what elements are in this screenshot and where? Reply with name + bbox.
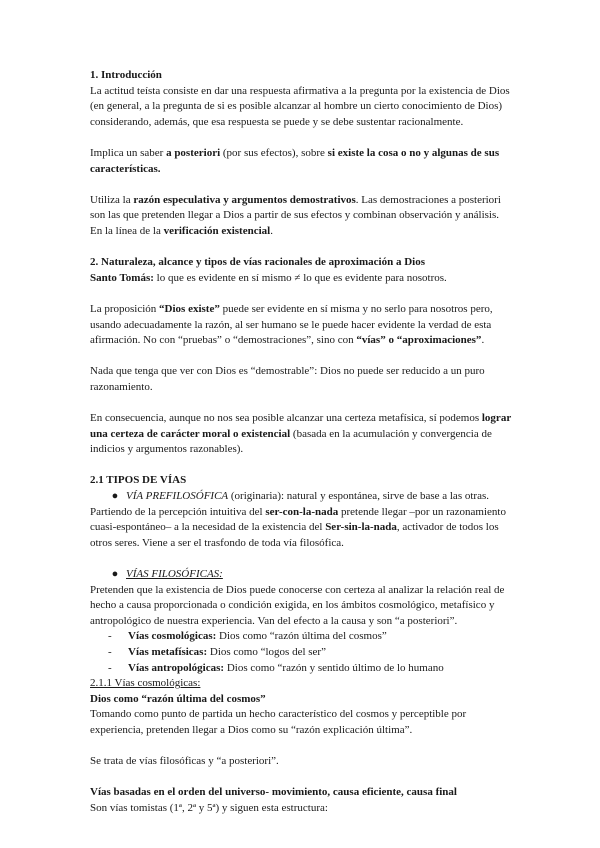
heading-text: 1. Introducción — [90, 69, 162, 81]
section-2-heading: 2. Naturaleza, alcance y tipos de vías racionales de aproximación a Dios — [90, 256, 425, 269]
intro-paragraph: La actitud teísta consiste en dar una respuesta afirmativa a la pregunta por la existencia de Dios (en general, a la pregunta de si es posible alcanzar al hombre un cierto conocimiento de Dios) considerando, además, que esa respuesta se puede y se debe sustentar racionalmente. — [90, 84, 510, 128]
demonstrable-paragraph: Nada que tenga que ver con Dios es “demostrable”: Dios no puede ser reducido a un puro razonamiento. — [90, 365, 485, 393]
santo-tomas-line: Santo Tomás: lo que es evidente en sí mismo ≠ lo que es evidente para nosotros. — [90, 271, 447, 284]
list-item: - Vías metafísicas: Dios como “logos del ser” — [90, 645, 512, 661]
dash-icon: - — [108, 630, 112, 643]
tomist-ways-line: Son vías tomistas (1ª, 2ª y 5ª) y siguen esta estructura: — [90, 801, 328, 814]
section-1-heading — [90, 68, 512, 84]
a-posteriori-paragraph: Implica un saber a posteriori (por sus efectos), sobre si existe la cosa o no y algunas de sus características. — [90, 146, 500, 175]
section-2-1-1-heading: 2.1.1 Vías cosmológicas: — [90, 677, 201, 690]
list-item: - Vías antropológicas: Dios como “razón y sentido último de lo humano — [90, 661, 512, 677]
bullet-icon: ● — [111, 568, 119, 580]
section-2-1-heading: 2.1 TIPOS DE VÍAS — [90, 474, 187, 487]
cosmological-paragraph: Tomando como punto de partida un hecho característico del cosmos y perceptible por experiencia, pretenden llegar a Dios como su “razón explicación última”. — [90, 708, 467, 736]
dash-icon: - — [108, 661, 112, 674]
order-heading: Vías basadas en el orden del universo- movimiento, causa eficiente, causa final — [90, 786, 457, 799]
subheading: Dios como “razón última del cosmos” — [90, 692, 266, 705]
dash-icon: - — [108, 645, 112, 658]
document-page — [90, 68, 512, 817]
certainty-paragraph: En consecuencia, aunque no nos sea posible alcanzar una certeza metafísica, sí podemos lograr una certeza de carácter moral o existencial (basada en la acumulación y convergencia de indicios y argumentos razonables). — [90, 412, 511, 456]
prephilosophical-paragraph: Partiendo de la percepción intuitiva del ser-con-la-nada pretende llegar –por un razonamiento cuasi-espontáneo– a la necesidad de la existencia del Ser-sin-la-nada, activador de todos los otros seres. Viene a ser el trasfondo de toda vía filosófica. — [90, 505, 506, 549]
list-item: ● VÍAS FILOSÓFICAS: — [90, 567, 512, 583]
speculative-reason-paragraph: Utiliza la razón especulativa y argumentos demostrativos. Las demostraciones a posteriori son las que pretenden llegar a Dios a partir de sus efectos y combinan observación y análisis. En la línea de la verificación existencial. — [90, 193, 501, 237]
philosophical-note: Se trata de vías filosóficas y “a posteriori”. — [90, 755, 279, 768]
bullet-icon: ● — [111, 490, 119, 503]
philosophical-paragraph: Pretenden que la existencia de Dios puede conocerse con certeza al analizar la relación real de hecho a causa proporcionada o condición exigida, en los ámbitos cosmológico, metafísico y antropológico de nuestra experiencia. Van del efecto a la causa y son “a posteriori”. — [90, 583, 505, 627]
list-item: - Vías cosmológicas: Dios como “razón última del cosmos” — [90, 629, 512, 645]
list-item: ● VÍA PREFILOSÓFICA (originaria): natural y espontánea, sirve de base a las otras. — [90, 489, 512, 505]
proposition-paragraph: La proposición “Dios existe” puede ser evidente en sí misma y no serlo para nosotros pero, usando adecuadamente la razón, al ser humano se le puede hacer evidente la verdad de esta afirmación. No con “pruebas” o “demostraciones”, sino con “vías” o “aproximaciones”. — [90, 302, 493, 347]
